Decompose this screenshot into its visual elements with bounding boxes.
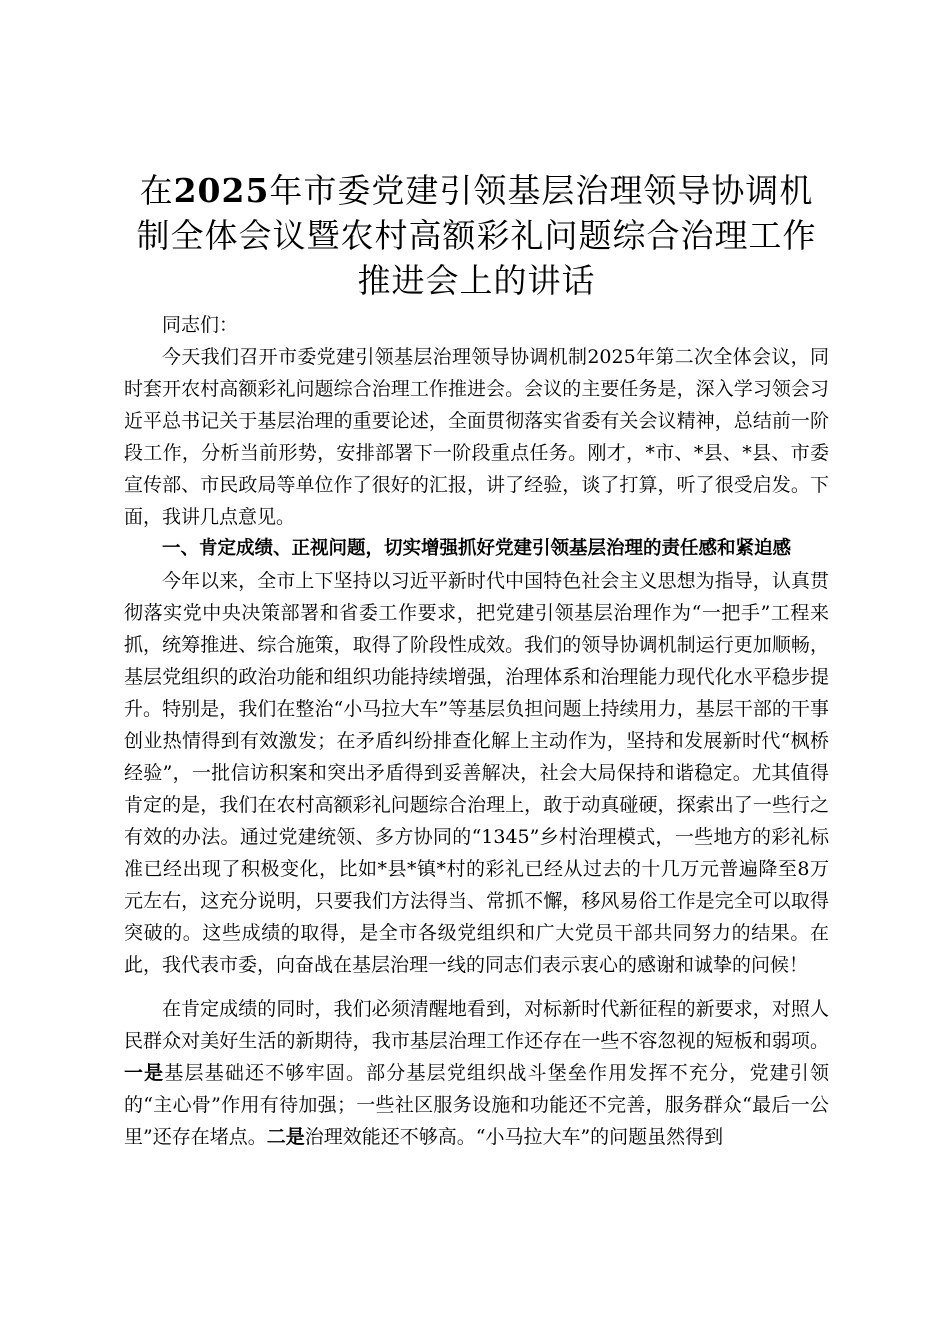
- salutation: 同志们：: [162, 314, 239, 336]
- section-1-paragraph-2: [124, 993, 829, 1153]
- title-part1: 在: [139, 171, 174, 210]
- para2-text-1: 在肯定成绩的同时，我们必须清醒地看到，对标新时代新征程的新要求，对照人民群众对美好生活的新期待，我市基层治理工作还存在一些不容忽视的短板和弱项。: [124, 998, 829, 1052]
- title-part2: 年市委党建引领基层治理领导协调机制全体会议暨农村高额彩礼问题综合治理工作推进会上的讲话: [136, 171, 817, 300]
- point-two-label: 二是: [266, 1126, 305, 1148]
- section-1-heading: 一、肯定成绩、正视问题，切实增强抓好党建引领基层治理的责任感和紧迫感: [162, 538, 792, 559]
- point-one-label: 一是: [124, 1062, 165, 1084]
- para2-text-2: 基层基础还不够牢固。部分基层党组织战斗堡垒作用发挥不充分，党建引领的“主心骨”作用有待加强；一些社区服务设施和功能还不完善，服务群众“最后一公里”还存在堵点。: [124, 1062, 829, 1148]
- intro-paragraph: 今天我们召开市委党建引领基层治理领导协调机制2025年第二次全体会议，同时套开农村高额彩礼问题综合治理工作推进会。会议的主要任务是，深入学习领会习近平总书记关于基层治理的重要论述，全面贯彻落实省委有关会议精神，总结前一阶段工作，分析当前形势，安排部署下一阶段重点任务。刚才，*市、*县、*县、市委宣传部、市民政局等单位作了很好的汇报，讲了经验，谈了打算，听了很受启发。下面，我讲几点意见。: [124, 346, 829, 528]
- document-title: [124, 168, 829, 303]
- para2-text-3: 治理效能还不够高。“小马拉大车”的问题虽然得到: [304, 1126, 724, 1148]
- document-page: [124, 168, 829, 1153]
- section-1-paragraph-1: 今年以来，全市上下坚持以习近平新时代中国特色社会主义思想为指导，认真贯彻落实党中央决策部署和省委工作要求，把党建引领基层治理作为“一把手”工程来抓，统筹推进、综合施策，取得了阶段性成效。我们的领导协调机制运行更加顺畅，基层党组织的政治功能和组织功能持续增强，治理体系和治理能力现代化水平稳步提升。特别是，我们在整治“小马拉大车”等基层负担问题上持续用力，基层干部的干事创业热情得到有效激发；在矛盾纠纷排查化解上主动作为，坚持和发展新时代“枫桥经验”，一批信访积案和突出矛盾得到妥善解决，社会大局保持和谐稳定。尤其值得肯定的是，我们在农村高额彩礼问题综合治理上，敢于动真碰硬，探索出了一些行之有效的办法。通过党建统领、多方协同的“1345”乡村治理模式，一些地方的彩礼标准已经出现了积极变化，比如*县*镇*村的彩礼已经从过去的十几万元普遍降至8万元左右，这充分说明，只要我们方法得当、常抓不懈，移风易俗工作是完全可以取得突破的。这些成绩的取得，是全市各级党组织和广大党员干部共同努力的结果。在此，我代表市委，向奋战在基层治理一线的同志们表示衷心的感谢和诚挚的问候！: [124, 570, 829, 976]
- title-year: 2025: [173, 171, 270, 210]
